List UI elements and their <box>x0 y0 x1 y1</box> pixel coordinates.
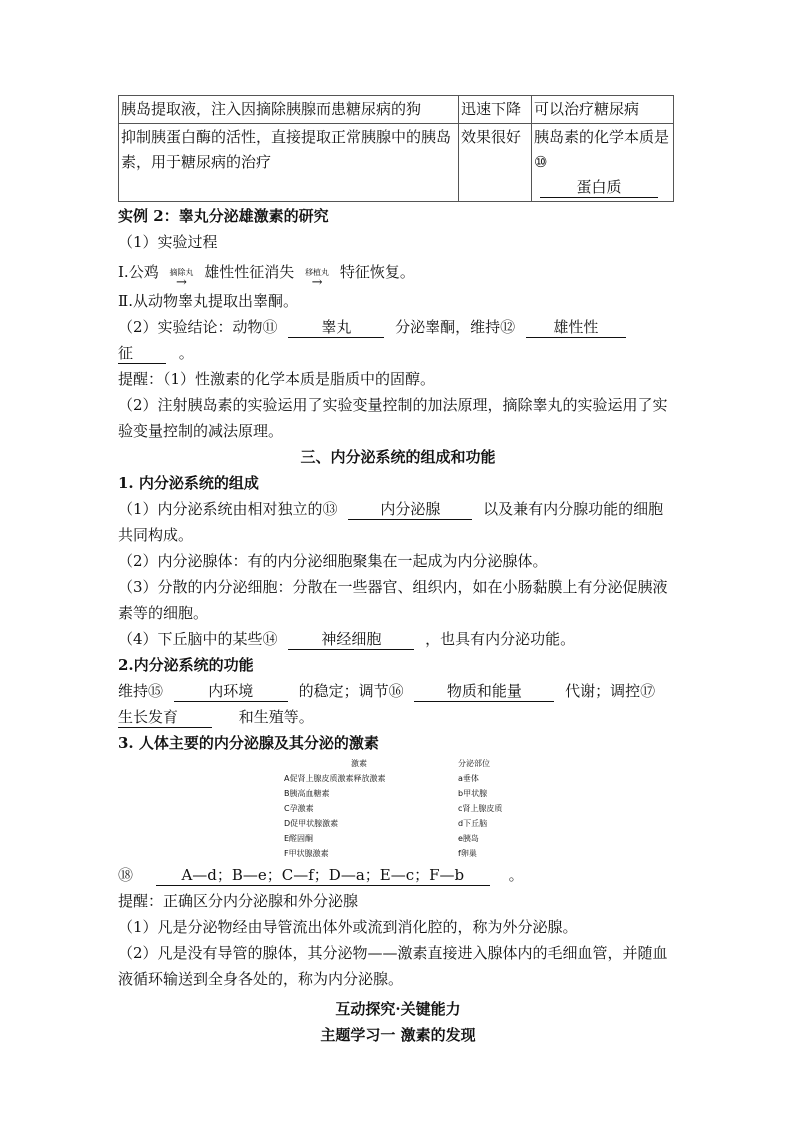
paragraph <box>118 704 678 730</box>
hormone-item: F甲状腺激素 <box>284 849 329 858</box>
subheading: 3. 人体主要的内分泌腺及其分泌的激素 <box>118 734 379 752</box>
site-item: a垂体 <box>458 774 479 783</box>
hormone-matching-figure <box>118 756 678 868</box>
tip: （2）注射胰岛素的实验运用了实验变量控制的加法原理，摘除睾丸的实验运用了实验变量控制的减法原理。 <box>118 396 668 440</box>
process-step-2: Ⅱ.从动物睾丸提取出睾酮。 <box>118 292 298 310</box>
blank-number: ⑩ <box>534 153 548 171</box>
blank-number: ⑱ <box>118 866 134 884</box>
footer-title: 互动探究·关键能力 <box>335 1000 461 1018</box>
conclusion-cont <box>118 340 678 366</box>
hormone-column <box>284 756 434 861</box>
experiment-table <box>118 95 674 202</box>
conclusion <box>118 314 678 340</box>
answer-blank-11: 睾丸 <box>288 317 384 338</box>
arrow-transplant <box>305 268 329 288</box>
site-item: b甲状腺 <box>458 789 488 798</box>
table-cell <box>532 124 674 202</box>
hormone-item: C孕激素 <box>284 804 314 813</box>
text: 和生殖等。 <box>238 708 314 726</box>
cell-text: 胰岛素的化学本质是 <box>534 128 670 146</box>
site-item: d下丘脑 <box>458 819 488 828</box>
arrow-label: 移植丸 <box>305 268 330 277</box>
answer-blank-14: 神经细胞 <box>288 629 414 650</box>
paragraph <box>118 626 678 652</box>
answer-blank-15: 内环境 <box>174 681 288 702</box>
table-cell: 迅速下降 <box>459 96 532 124</box>
column-header: 激素 <box>351 759 367 768</box>
paragraph: （2）内分泌腺体：有的内分泌细胞聚集在一起成为内分泌腺体。 <box>118 552 548 570</box>
answer-blank-18: A—d；B—e；C—f；D—a；E—c；F—b <box>156 865 490 886</box>
text: ，也具有内分泌功能。 <box>425 630 576 648</box>
table-cell: 抑制胰蛋白酶的活性，直接提取正常胰腺中的胰岛素，用于糖尿病的治疗 <box>119 124 459 202</box>
paragraph <box>118 496 678 548</box>
table-cell: 胰岛提取液，注入因摘除胰腺而患糖尿病的狗 <box>119 96 459 124</box>
text: Ⅰ.公鸡 <box>118 263 159 281</box>
text: 特征恢复。 <box>339 263 415 281</box>
column-header: 分泌部位 <box>458 759 490 768</box>
text: 以及兼有内分腺功能的细胞共同构成。 <box>118 500 664 544</box>
table-cell: 效果很好 <box>459 124 532 202</box>
site-item: e胰岛 <box>458 834 479 843</box>
arrow-label: 摘除丸 <box>169 268 194 277</box>
tip: （2）凡是没有导管的腺体，其分泌物——激素直接进入腺体内的毛细血管，并随血液循环输送到全身各处的，称为内分泌腺。 <box>118 944 668 988</box>
table-row <box>119 124 674 202</box>
table-row <box>119 96 674 124</box>
text: 。 <box>178 344 194 362</box>
paragraph <box>118 678 678 704</box>
hormone-item: A促肾上腺皮质激素释放激素 <box>284 774 386 783</box>
arrow-castrate <box>169 268 193 288</box>
table-cell: 可以治疗糖尿病 <box>532 96 674 124</box>
answer-blank-17: 生长发育 <box>118 707 212 728</box>
site-item: c肾上腺皮质 <box>458 804 503 813</box>
answer-blank-12-cont: 征 <box>118 343 166 364</box>
right-arrow-icon: → <box>176 275 187 290</box>
subheading: 2.内分泌系统的功能 <box>118 656 254 674</box>
tip: （1）凡是分泌物经由导管流出体外或流到消化腔的，称为外分泌腺。 <box>118 918 578 936</box>
text: 的稳定；调节⑯ <box>298 682 404 700</box>
hormone-item: D促甲状腺激素 <box>284 819 339 828</box>
hormone-item: E醛固酮 <box>284 834 314 843</box>
tip: 提醒：正确区分内分泌腺和外分泌腺 <box>118 892 359 910</box>
text: （4）下丘脑中的某些⑭ <box>118 630 278 648</box>
answer-blank-10: 蛋白质 <box>540 177 658 198</box>
answer-blank-12: 雄性性 <box>526 317 626 338</box>
text: 分泌睾酮，维持⑫ <box>395 318 516 336</box>
process-step-1 <box>118 259 678 288</box>
text: 雄性性征消失 <box>204 263 295 281</box>
right-arrow-icon: → <box>311 275 323 290</box>
subheading: 1. 内分泌系统的组成 <box>118 474 259 492</box>
section-title: 三、内分泌系统的组成和功能 <box>300 448 496 466</box>
text: （2）实验结论：动物⑪ <box>118 318 278 336</box>
footer-subtitle: 主题学习一 激素的发现 <box>320 1026 476 1044</box>
answer-blank-16: 物质和能量 <box>414 681 554 702</box>
hormone-item: B胰高血糖素 <box>284 789 330 798</box>
example-2-title: 实例 2：睾丸分泌雄激素的研究 <box>118 207 329 225</box>
tip: 提醒：（1）性激素的化学本质是脂质中的固醇。 <box>118 370 436 388</box>
text: 维持⑮ <box>118 682 164 700</box>
text: 代谢；调控⑰ <box>565 682 656 700</box>
answer-blank-13: 内分泌腺 <box>348 499 472 520</box>
document-page <box>118 95 678 1048</box>
text: 。 <box>508 866 524 884</box>
paragraph: （3）分散的内分泌细胞：分散在一些器官、组织内，如在小肠黏膜上有分泌促胰液素等的细胞。 <box>118 578 668 622</box>
paragraph: （1）实验过程 <box>118 233 218 251</box>
text: （1）内分泌系统由相对独立的⑬ <box>118 500 338 518</box>
site-item: f卵巢 <box>458 849 477 858</box>
site-column <box>458 756 538 861</box>
